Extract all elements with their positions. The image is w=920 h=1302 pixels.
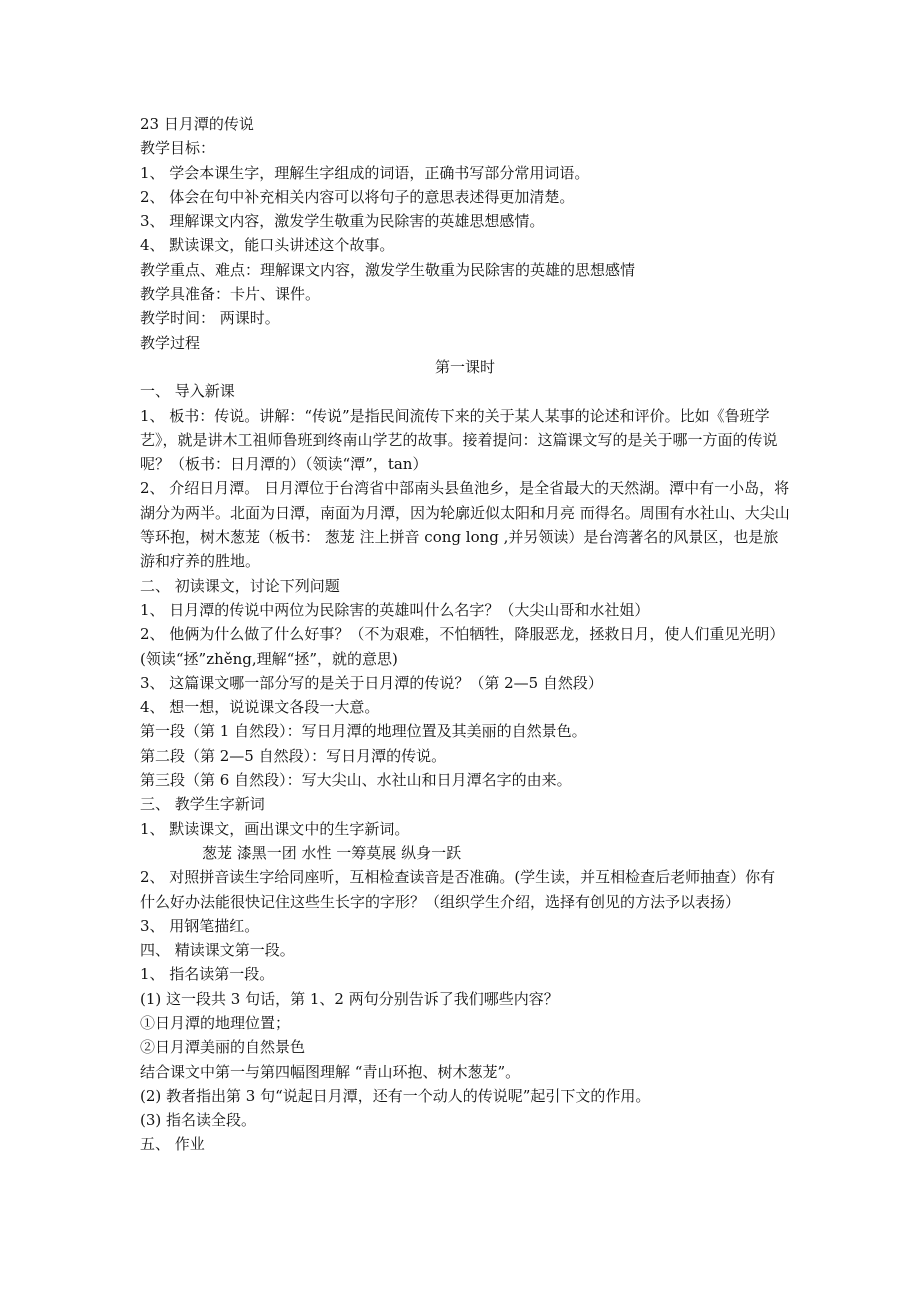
section-heading-objectives: 教学目标： <box>140 139 216 158</box>
reading-picture-note: 结合课文中第一与第四幅图理解 “青山环抱、树木葱茏”。 <box>140 1062 521 1081</box>
key-points: 教学重点、难点：理解课文内容，激发学生敬重为民除害的英雄的思想感情 <box>140 260 636 279</box>
reading-sub-3: (3) 指名读全段。 <box>140 1111 257 1130</box>
segment-2: 第二段（第 2—5 自然段）：写日月潭的传说。 <box>140 746 447 765</box>
segment-1: 第一段（第 1 自然段）：写日月潭的地理位置及其美丽的自然景色。 <box>140 722 587 741</box>
question-3: 3、 这篇课文哪一部分写的是关于日月潭的传说？（第 2—5 自然段） <box>140 673 603 692</box>
part-heading-1: 一、 导入新课 <box>140 382 235 401</box>
reading-sub-1: (1) 这一段共 3 句话，第 1、2 两句分别告诉了我们哪些内容？ <box>140 989 559 1008</box>
lesson-heading: 第一课时 <box>434 357 495 376</box>
question-2: 2、 他俩为什么做了什么好事？（不为艰难，不怕牺牲，降服恶龙，拯救日月，使人们重见光明）(领读“拯”zhěng,理解“拯”，就的意思) <box>140 625 785 668</box>
reading-sub-2: (2) 教者指出第 3 句“说起日月潭，还有一个动人的传说呢”起引下文的作用。 <box>140 1086 651 1105</box>
vocab-word-list: 葱茏 漆黑一团 水性 一筹莫展 纵身一跃 <box>202 843 462 862</box>
paragraph-sun-moon-lake: 2、 介绍日月潭。 日月潭位于台湾省中部南头县鱼池乡，是全省最大的天然湖。潭中有一小岛，将湖分为两半。北面为日潭，南面为月潭，因为轮廓近似太阳和月亮 而得名。周围有水社山、大尖山等环抱，树木葱茏（板书： 葱茏 注上拼音 cong long ,并另领读）是台湾著名的风景区，也是旅游和疗养的胜地。 <box>140 479 790 571</box>
question-1: 1、 日月潭的传说中两位为民除害的英雄叫什么名字？（大尖山哥和水社姐） <box>140 600 650 619</box>
paragraph-intro: 1、 板书：传说。讲解：“传说”是指民间流传下来的关于某人某事的论述和评价。比如《鲁班学艺》，就是讲木工祖师鲁班到终南山学艺的故事。接着提问：这篇课文写的是关于哪一方面的传说呢？（板书：日月潭的）（领读“潭”，tan） <box>140 406 778 474</box>
document-body <box>140 112 790 1157</box>
teaching-materials: 教学具准备：卡片、课件。 <box>140 285 321 304</box>
reading-step-1: 1、 指名读第一段。 <box>140 965 275 984</box>
part-heading-5: 五、 作业 <box>140 1135 205 1154</box>
objective-item-4: 4、 默读课文，能口头讲述这个故事。 <box>140 236 395 255</box>
teaching-time: 教学时间： 两课时。 <box>140 309 280 328</box>
objective-item-2: 2、 体会在句中补充相关内容可以将句子的意思表述得更加清楚。 <box>140 187 575 206</box>
document-title: 23 日月潭的传说 <box>140 115 254 133</box>
reading-point-a: ①日月潭的地理位置； <box>140 1013 291 1032</box>
part-heading-3: 三、 教学生字新词 <box>140 795 265 814</box>
part-heading-2: 二、 初读课文，讨论下列问题 <box>140 576 340 595</box>
section-heading-process: 教学过程 <box>140 333 201 352</box>
part-heading-4: 四、 精读课文第一段。 <box>140 941 295 960</box>
question-4: 4、 想一想，说说课文各段一大意。 <box>140 698 380 717</box>
segment-3: 第三段（第 6 自然段）：写大尖山、水社山和日月潭名字的由来。 <box>140 771 572 790</box>
reading-point-b: ②日月潭美丽的自然景色 <box>140 1038 306 1057</box>
objective-item-3: 3、 理解课文内容，激发学生敬重为民除害的英雄思想感情。 <box>140 212 545 231</box>
vocab-step-2: 2、 对照拼音读生字给同座听，互相检查读音是否准确。(学生读，并互相检查后老师抽查）你有什么好办法能很快记住这些生长字的字形？（组织学生介绍，选择有创见的方法予以表扬） <box>140 868 776 911</box>
vocab-step-1: 1、 默读课文，画出课文中的生字新词。 <box>140 819 410 838</box>
vocab-step-3: 3、 用钢笔描红。 <box>140 916 260 935</box>
objective-item-1: 1、 学会本课生字，理解生字组成的词语，正确书写部分常用词语。 <box>140 163 590 182</box>
